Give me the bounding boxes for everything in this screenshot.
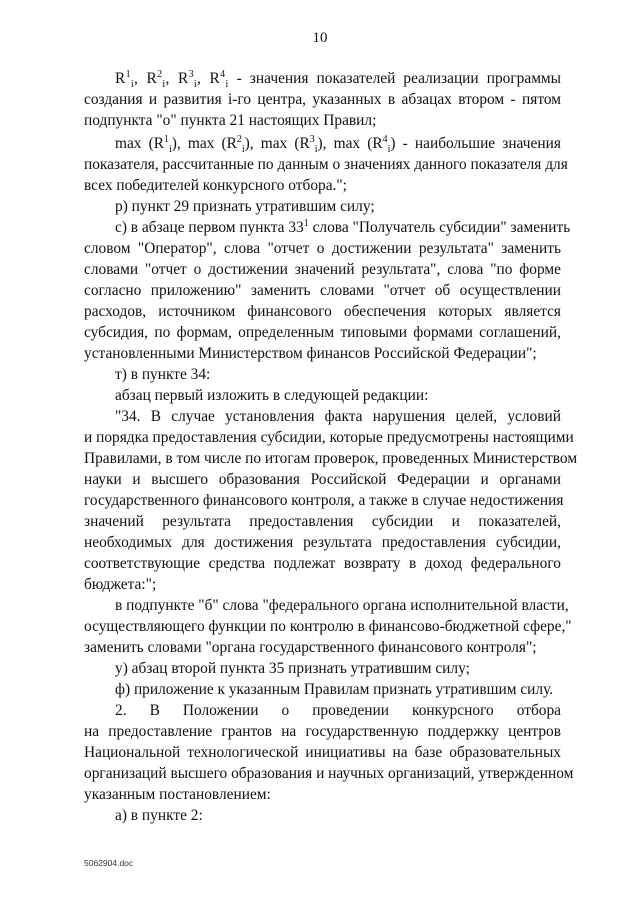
document-body (84, 68, 578, 826)
p7-line-1: "34. В случае установления факта нарушения целей, условий (115, 408, 561, 425)
p1-line-3: подпункта "о" пункта 21 настоящих Правил; (84, 112, 377, 129)
formula-r-list: $R^1_i$, $R^2_i$, $R^3_i$, $R^4_i$ (115, 68, 229, 91)
p4-line-7: установленными Министерством финансов Российской Федерации"; (84, 345, 537, 362)
formula-max-4: $\max (R^4_i)$ (333, 133, 396, 156)
p7-line-3: Правилами, в том числе по итогам проверок, проведенных Министерством (84, 450, 578, 467)
p2-line-3: всех победителей конкурсного отбора."; (84, 177, 347, 194)
p4-line-4: согласно приложению" заменить словами "отчет об осуществлении (84, 282, 561, 299)
p4-line-2: словом "Оператор", слова "отчет о достижении результата" заменить (84, 240, 561, 257)
formula-max-3: $\max (R^3_i)$, (260, 133, 327, 156)
formula-r-line (84, 68, 561, 89)
p8-line-1: в подпункте "б" слова "федерального органа исполнительной власти, (115, 597, 569, 614)
footer-document-code: 5062904.doc (84, 858, 134, 868)
p1-line-1-tail: - значения показателей реализации программы (236, 70, 562, 87)
p11-line-3: Национальной технологической инициативы на базе образовательных (84, 744, 561, 761)
p2-line-1-tail: - наибольшие значения (402, 135, 561, 152)
p10-line: ф) приложение к указанным Правилам признать утратившим силу. (115, 681, 554, 698)
p5-line: т) в пункте 34: (115, 366, 211, 383)
p1-line-2: создания и развития i-го центра, указанных в абзацах втором - пятом (84, 91, 561, 108)
page-number: 10 (312, 30, 328, 46)
p7-line-9: бюджета:"; (84, 576, 157, 593)
p4-line-6: субсидия, по формам, определенным типовыми формами соглашений, (84, 324, 561, 341)
p11-line-1: 2. В Положении о проведении конкурсного отбора (115, 702, 561, 719)
p7-line-8: соответствующие средства подлежат возврату в доход федерального (84, 555, 561, 572)
p11-line-2: на предоставление грантов на государственную поддержку центров (84, 723, 561, 740)
p7-line-4: науки и высшего образования Российской Федерации и органами (84, 471, 561, 488)
p12-line: а) в пункте 2: (115, 807, 203, 824)
formula-max-1: $\max (R^1_i)$, (115, 133, 181, 156)
p6-line: абзац первый изложить в следующей редакции: (115, 387, 429, 404)
p3-line: р) пункт 29 признать утратившим силу; (115, 198, 375, 215)
p4-line-1: с) в абзаце первом пункта $33^1$ слова "Получатель субсидии" заменить (115, 217, 571, 236)
p9-line: у) абзац второй пункта 35 признать утратившим силу; (115, 660, 470, 677)
p4-line-5: расходов, источником финансового обеспечения которых является (84, 303, 561, 320)
p7-line-7: необходимых для достижения результата предоставления субсидии, (84, 534, 561, 551)
p11-line-5: указанным постановлением: (84, 786, 271, 803)
p11-line-4: организаций высшего образования и научных организаций, утвержденном (84, 765, 574, 782)
p7-line-5: государственного финансового контроля, а также в случае недостижения (84, 492, 564, 509)
p7-line-6: значений результата предоставления субсидии и показателей, (84, 513, 561, 530)
p2-line-2: показателя, рассчитанные по данным о значениях данного показателя для (84, 156, 568, 173)
formula-max-2: $\max (R^2_i)$, (187, 133, 254, 156)
formula-max-line (84, 133, 561, 154)
p8-line-3: заменить словами "органа государственного финансового контроля"; (84, 639, 537, 656)
p8-line-2: осуществляющего функции по контролю в финансово-бюджетной сфере," (84, 618, 572, 635)
p7-line-2: и порядка предоставления субсидии, которые предусмотрены настоящими (84, 429, 574, 446)
p4-line-3: словами "отчет о достижении значений результата", слова "по форме (84, 261, 561, 278)
